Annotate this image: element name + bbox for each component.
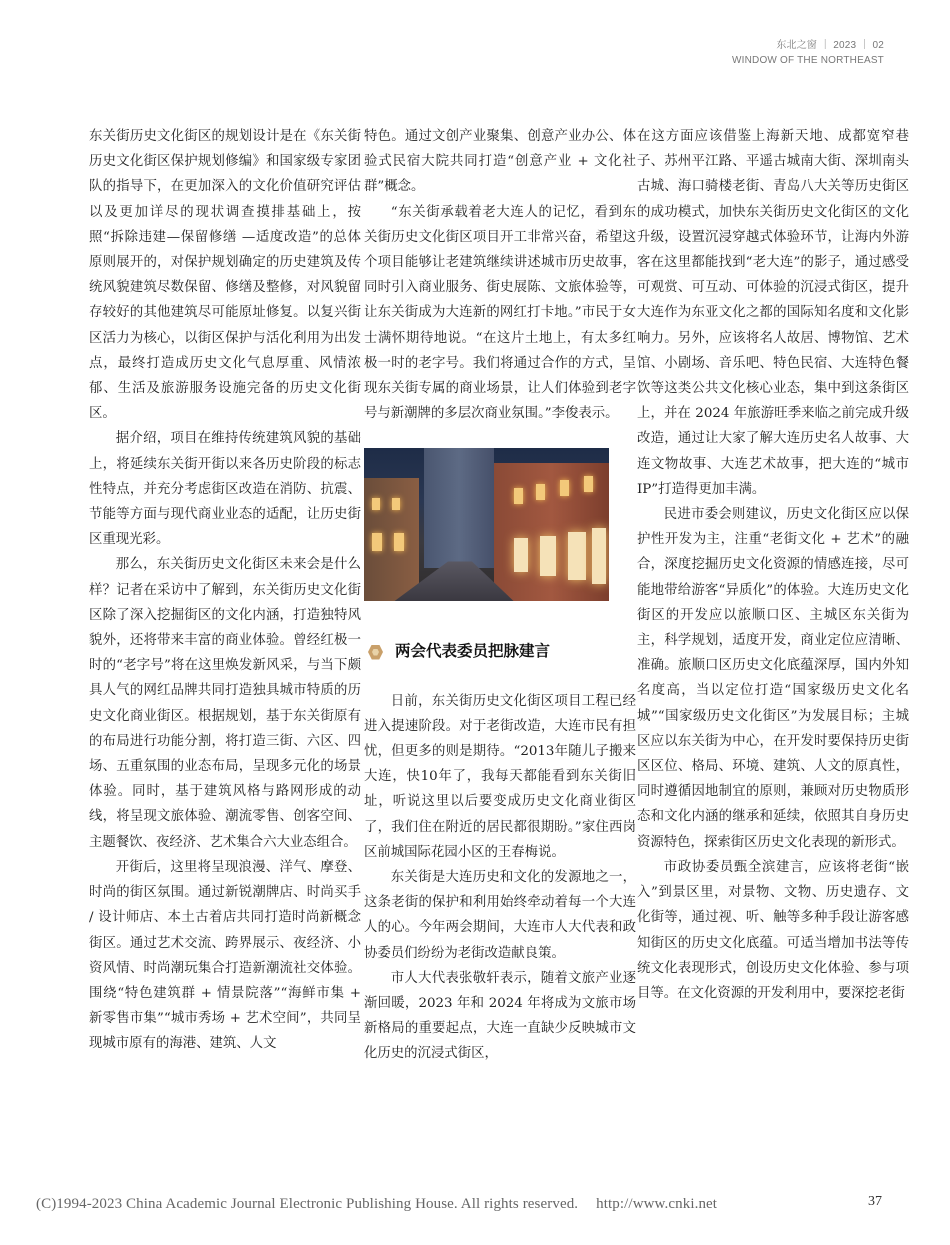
paragraph: 民进市委会则建议，历史文化街区应以保护性开发为主，注重“老街文化 + 艺术”的融合，深度挖掘历史文化资源的情感连接，尽可能地带给游客“异质化”的体验。大连历史文化街区的开发应以旅顺口区、主城区东关街为主，科学规划，适度开发，商业定位应清晰、准确。旅顺口区历史文化底蕴深厚，国内外知名度高，当以定位打造“国家级历史文化名城”“国家级历史文化街区”为发展目标；主城区应以东关街为中心，在开发时要保持历史街区区位、格局、环境、建筑、人文的原真性，同时遵循因地制宜的原则，兼顾对历史物质形态和文化内涵的继承和延续，依照其自身历史资源特色，探索街区历史文化表现的新形式。 [637, 507, 909, 850]
column-2 [364, 124, 636, 1067]
paragraph: 那么，东关街历史文化街区未来会是什么样？记者在采访中了解到，东关街历史文化街区除了深入挖掘街区的文化内涵，打造独特风貌外，还将带来丰富的商业体验。曾经红极一时的“老字号”将在这里焕发新风采，与当下颇具人气的网红品牌共同打造独具城市特质的历史文化商业街区。根据规划，基于东关街原有的布局进行功能分割，将打造三街、六区、四场、五重氛围的业态布局，呈现多元化的场景体验。同时，基于建筑风格与路网形成的动线，将呈现文旅体验、潮流零售、创客空间、主题餐饮、夜经济、艺术集合六大业态组合。 [89, 557, 361, 850]
paragraph: 市政协委员甄全滨建言，应该将老街“嵌入”到景区里，对景物、文物、历史遗存、文化街等，通过视、听、触等多种手段让游客感知街区的历史文化底蕴。可适当增加书法等传统文化表现形式，创设历史文化体验、参与项目等。在文化资源的开发利用中，要深挖老街 [637, 859, 909, 1001]
column-1 [89, 124, 361, 1057]
street-night-photo [364, 448, 609, 601]
paragraph: 据介绍，项目在维持传统建筑风貌的基础上，将延续东关街开街以来各历史阶段的标志性特点，并充分考虑街区改造在消防、抗震、节能等方面与现代商业业态的适配，让历史街区重现光彩。 [89, 431, 361, 548]
paragraph: 开街后，这里将呈现浪漫、洋气、摩登、时尚的街区氛围。通过新锐潮牌店、时尚买手 / 设计师店、本土古着店共同打造时尚新概念街区。通过艺术交流、跨界展示、夜经济、小资风情、时尚潮玩集合打造新潮流社交体验。围绕“特色建筑群 + 情景院落”“海鲜市集 + 新零售市集”“城市秀场 + 艺术空间”，共同呈现城市原有的海港、建筑、人文 [89, 859, 361, 1052]
running-head-journal: 东北之窗 ｜ 2023 ｜ 02 [776, 40, 884, 51]
copyright-footer [36, 1196, 717, 1213]
paragraph: 市人大代表张敬轩表示，随着文旅产业逐渐回暖，2023 年和 2024 年将成为文旅市场新格局的重要起点，大连一直缺少反映城市文化历史的沉浸式街区， [364, 970, 636, 1062]
paragraph: 东关街是大连历史和文化的发源地之一，这条老街的保护和利用始终牵动着每一个大连人的心。今年两会期间，大连市人大代表和政协委员们纷纷为老街改造献良策。 [364, 870, 636, 961]
running-head-english: WINDOW OF THE NORTHEAST [731, 55, 884, 66]
page-number: 37 [868, 1194, 882, 1209]
paragraph: 在这方面应该借鉴上海新天地、成都宽窄巷子、苏州平江路、平遥古城南大街、深圳南头古城、海口骑楼老街、青岛八大关等历史街区的成功模式，加快东关街历史文化街区的文化升级，设置沉浸穿越式体验环节，让海内外游客在这里都能找到“老大连”的影子，通过感受可观赏、可互动、可体验的沉浸式街区，提升大连作为东亚文化之都的国际知名度和文化影响力。另外，应该将名人故居、博物馆、艺术馆、小剧场、音乐吧、特色民宿、大连特色餐饮等这类公共文化核心业态，集中到这条街区上，并在 2024 年旅游旺季来临之前完成升级改造，通过让大家了解大连历史名人故事、大连文物故事、大连艺术故事，把大连的“城市 IP”打造得更加丰满。 [637, 129, 909, 497]
copyright-text: (C)1994-2023 China Academic Journal Electronic Publishing House. All rights reserved. [36, 1196, 579, 1212]
paragraph: 特色。通过文创产业聚集、创意产业办公、体验式民宿大院共同打造“创意产业 + 文化社群”概念。 [364, 129, 636, 195]
paragraph: 东关街历史文化街区的规划设计是在《东关街历史文化街区保护规划修编》和国家级专家团队的指导下，在更加深入的文化价值研究评估以及更加详尽的现状调查摸排基础上，按照“拆除违建—保留修缮 —适度改造”的总体原则展开的，对保护规划确定的历史建筑及传统风貌建筑尽数保留、修缮及整修，对风貌留存较好的其他建筑尽可能原址修复。以复兴街区活力为核心，以街区保护与活化利用为出发点，最终打造成历史文化气息厚重、风情浓郁、生活及旅游服务设施完备的历史文化街区。 [89, 129, 361, 422]
column-3 [637, 124, 909, 1006]
paragraph: “东关街承载着老大连人的记忆，看到东关街历史文化街区项目开工非常兴奋，希望这个项目能够让老建筑继续讲述城市历史故事，同时引入商业服务、街史展陈、文旅体验等，让东关街成为大连新的网红打卡地。”市民于女士满怀期待地说。“在这片土地上，有太多红极一时的老字号。我们将通过合作的方式，呈现东关街专属的商业场景，让人们体验到老字号与新潮牌的多层次商业氛围。”李俊表示。 [364, 204, 636, 422]
section-title: 两会代表委员把脉建言 [395, 643, 551, 661]
cnki-link[interactable]: http://www.cnki.net [596, 1196, 718, 1212]
running-head [732, 38, 884, 68]
section-heading [368, 639, 636, 664]
paragraph: 日前，东关街历史文化街区项目工程已经进入提速阶段。对于老街改造，大连市民有担忧，但更多的则是期待。“2013年随儿子搬来大连，快10年了，我每天都能看到东关街旧址，听说这里以后要变成历史文化商业街区了，我们住在附近的居民都很期盼。”家住西岗区前城国际花园小区的王春梅说。 [364, 693, 636, 860]
hexagon-bullet-icon [368, 645, 383, 660]
